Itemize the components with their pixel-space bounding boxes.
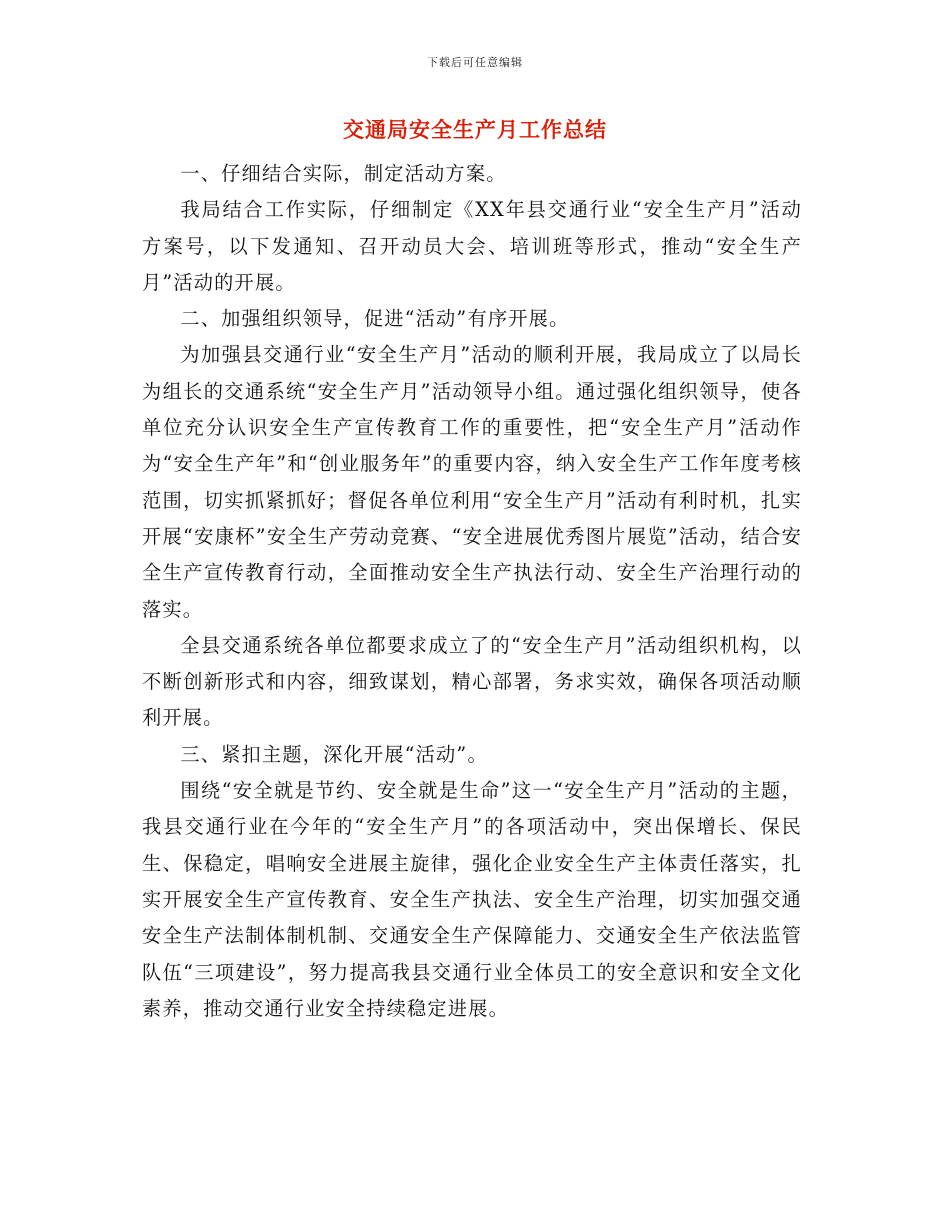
page-header-note: 下载后可任意编辑 xyxy=(427,56,523,69)
section-heading-2: 二、加强组织领导，促进“活动”有序开展。 xyxy=(180,307,570,331)
document-title: 交通局安全生产月工作总结 xyxy=(343,118,607,142)
paragraph: 为加强县交通行业“安全生产月”活动的顺利开展，我局成立了以局长为组长的交通系统“安全生产月”活动领导小组。通过强化组织领导，使各单位充分认识安全生产宣传教育工作的重要性，把“安全生产月”活动作为“安全生产年”和“创业服务年”的重要内容，纳入安全生产工作年度考核范围，切实抓紧抓好；督促各单位利用“安全生产月”活动有利时机，扎实开展“安康杯”安全生产劳动竞赛、“安全进展优秀图片展览”活动，结合安全生产宣传教育行动，全面推动安全生产执法行动、安全生产治理行动的落实。 xyxy=(142,343,802,621)
document-body xyxy=(142,156,802,1027)
paragraph: 全县交通系统各单位都要求成立了的“安全生产月”活动组织机构，以不断创新形式和内容，细致谋划，精心部署，务求实效，确保各项活动顺利开展。 xyxy=(142,633,802,730)
paragraph: 围绕“安全就是节约、安全就是生命”这一“安全生产月”活动的主题，我县交通行业在今年的“安全生产月”的各项活动中，突出保增长、保民生、保稳定，唱响安全进展主旋律，强化企业安全生产主体责任落实，扎实开展安全生产宣传教育、安全生产执法、安全生产治理，切实加强交通安全生产法制体制机制、交通安全生产保障能力、交通安全生产依法监管队伍“三项建设”，努力提高我县交通行业全体员工的安全意识和安全文化素养，推动交通行业安全持续稳定进展。 xyxy=(142,779,802,1020)
section-heading-3: 三、紧扣主题，深化开展“活动”。 xyxy=(180,742,488,766)
paragraph: 我局结合工作实际，仔细制定《XX年县交通行业“安全生产月”活动方案号，以下发通知、召开动员大会、培训班等形式，推动“安全生产月”活动的开展。 xyxy=(142,198,802,294)
section-heading-1: 一、仔细结合实际，制定活动方案。 xyxy=(180,162,507,185)
